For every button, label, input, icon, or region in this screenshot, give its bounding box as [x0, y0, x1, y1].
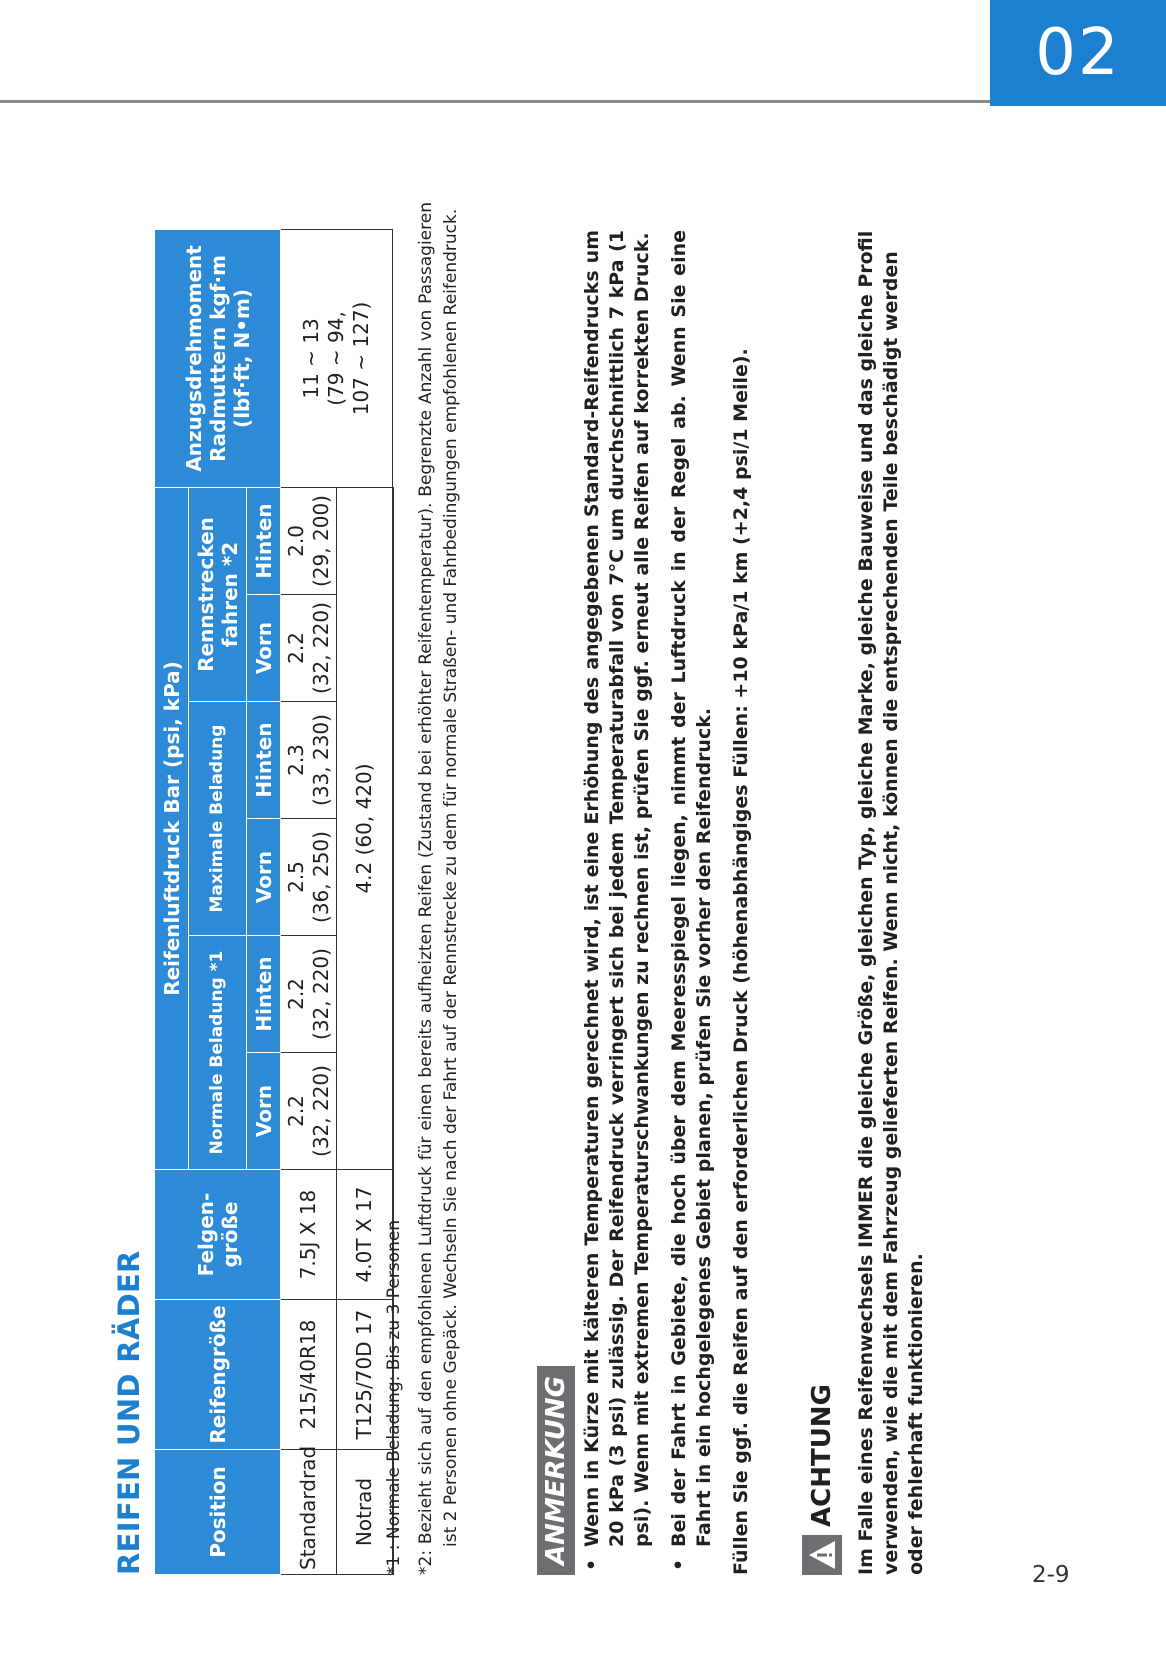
- value: 2.0: [283, 525, 308, 557]
- chapter-tab: [990, 0, 1166, 106]
- value: 2.2: [283, 1095, 308, 1127]
- value-sub: (29, 200): [308, 495, 333, 587]
- cell-normal-front: [281, 1053, 337, 1170]
- warning-text: Im Falle eines Reifenwechsels IMMER die gleiche Größe, gleichen Typ, gleiche Marke, gleiche Bauweise und das gleiche Profil verwenden, wie die mit dem Fahrzeug gelieferten Reifen. Wenn nicht, können die entsprechenden Teile beschädigt werden oder fehlerhaft funktionieren.: [855, 230, 928, 1575]
- bullet-icon: •: [581, 1558, 603, 1571]
- value-sub: (32, 220): [308, 602, 333, 694]
- table-row: [281, 229, 337, 1574]
- header-rear: Hinten: [247, 702, 281, 819]
- cell-race-rear: [281, 487, 337, 594]
- tire-pressure-table: [154, 229, 394, 1575]
- header-rim-size: Felgen-größe: [155, 1170, 281, 1300]
- header-max-load: Maximale Beladung: [189, 702, 247, 936]
- value: 2.2: [283, 632, 308, 664]
- cell-rim: 7.5J X 18: [281, 1170, 337, 1300]
- note-paragraph: Füllen Sie ggf. die Reifen auf den erforderlichen Druck (höhenabhängiges Füllen: +10 kPa/1 km (+2,4 psi/1 Meile).: [730, 348, 753, 1575]
- chapter-number: 02: [1035, 16, 1121, 90]
- note-content: [580, 230, 754, 1575]
- value: 2.2: [283, 978, 308, 1010]
- header-rear: Hinten: [247, 487, 281, 594]
- page-number: 2-9: [1032, 1562, 1070, 1588]
- header-front: Vorn: [247, 819, 281, 936]
- header-front: Vorn: [247, 1053, 281, 1170]
- cell-tire: 215/40R18: [281, 1300, 337, 1450]
- value-sub: (32, 220): [308, 1065, 333, 1157]
- value-sub: (33, 230): [308, 714, 333, 806]
- header-pressure: Reifenluftdruck Bar (psi, kPa): [155, 487, 189, 1169]
- cell-tire: T125/70D 17: [337, 1300, 393, 1450]
- value-sub: (32, 220): [308, 948, 333, 1040]
- footnote-2: *2: Bezieht sich auf den empfohlenen Luftdruck für einen bereits aufheizten Reifen (Zustand bei erhöhter Reifentemperatur). Begrenzte Anzahl von Passagieren ist 2 Personen ohne Gepäck. Wechseln Sie nach der Fahrt auf der Rennstrecke zu dem für normale Straßen- und Fahrbedingungen empfohlenen Reifendruck.: [416, 202, 461, 1575]
- header-front: Vorn: [247, 595, 281, 702]
- cell-rim: 4.0T X 17: [337, 1170, 393, 1300]
- list-item: [580, 230, 655, 1575]
- section-title: REIFEN UND RÄDER: [112, 1250, 146, 1575]
- bullet-icon: •: [668, 1558, 691, 1571]
- cell-race-front: [281, 595, 337, 702]
- value-sub: (36, 250): [308, 831, 333, 923]
- header-position: Position: [155, 1450, 281, 1575]
- warning-label: ACHTUNG: [807, 1384, 837, 1527]
- cell-position: Notrad: [337, 1450, 393, 1575]
- torque-line: 107 ~ 127): [349, 301, 373, 416]
- footnote-1: *1 : Normale Beladung: Bis zu 3 Personen: [384, 1219, 404, 1575]
- list-item: [667, 230, 717, 1575]
- cell-torque: [281, 229, 393, 487]
- warning-header: [802, 1384, 842, 1575]
- value: 2.3: [283, 744, 308, 776]
- rotated-content: [112, 95, 992, 1575]
- cell-max-front: [281, 819, 337, 936]
- header-tire-size: Reifengröße: [155, 1300, 281, 1450]
- note-label: ANMERKUNG: [537, 1366, 575, 1575]
- warning-triangle-icon: [802, 1535, 842, 1575]
- torque-line: (79 ~ 94,: [324, 311, 348, 406]
- torque-line: 11 ~ 13: [299, 318, 323, 399]
- header-rear: Hinten: [247, 936, 281, 1053]
- header-torque: Anzugsdrehmoment Radmuttern kgf·m (lbf·ft, N•m): [155, 229, 281, 487]
- cell-normal-rear: [281, 936, 337, 1053]
- value: 2.5: [283, 861, 308, 893]
- bullet-text: Wenn in Kürze mit kälteren Temperaturen gerechnet wird, ist eine Erhöhung des angegebenen Standard-Reifendrucks um 20 kPa (3 psi) zulässig. Der Reifendruck verringert sich bei jedem Temperaturabfall von 7°C um durchschnittlich 7 kPa (1 psi). Wenn mit extremen Temperaturschwankungen zu rechnen ist, prüfen Sie ggf. erneut alle Reifen auf korrekten Druck.: [581, 230, 654, 1547]
- header-race: Rennstrecken fahren *2: [189, 487, 247, 701]
- cell-position: Standardrad: [281, 1450, 337, 1575]
- bullet-text: Bei der Fahrt in Gebiete, die hoch über dem Meeresspiegel liegen, nimmt der Luftdruck in der Regel ab. Wenn Sie eine Fahrt in ein hochgelegenes Gebiet planen, prüfen Sie vorher den Reifendruck.: [668, 230, 716, 1547]
- header-normal-load: Normale Beladung *1: [189, 936, 247, 1170]
- cell-pressure-all: 4.2 (60, 420): [337, 487, 393, 1169]
- cell-max-rear: [281, 702, 337, 819]
